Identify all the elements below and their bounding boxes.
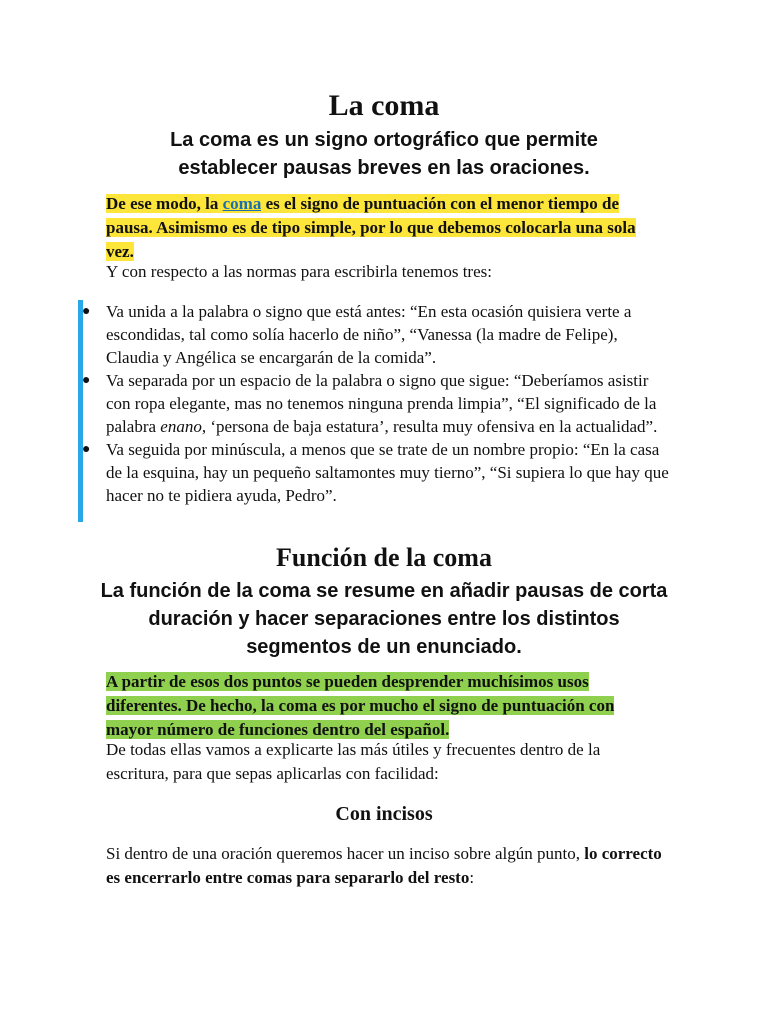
section-subtitle-funcion: La función de la coma se resume en añadir pausas de corta duración y hacer separaciones entre los distintos segmentos de un enunciado.: [100, 580, 668, 658]
paragraph-incisos: [106, 842, 662, 890]
list-item-italic-word: enano: [160, 417, 202, 436]
bullet-icon: ●: [82, 304, 91, 319]
bullet-icon: ●: [82, 442, 91, 457]
list-item-text: Va separada por un espacio de la palabra o signo que sigue: “Deberíamos asistir con ropa elegante, mas no tenemos ninguna prenda limpia”, “El significado de la palabra: [106, 371, 657, 436]
paragraph-incisos-text: Si dentro de una oración queremos hacer un inciso sobre algún punto,: [106, 844, 585, 863]
highlighted-paragraph-1: [106, 192, 662, 264]
page-title: La coma: [328, 89, 440, 122]
list-item-text: Va unida a la palabra o signo que está antes: “En esta ocasión quisiera verte a escondidas, tal como solía hacerlo de niño”, “Vanessa (la madre de Felipe), Claudia y Angélica se encargarán de la comida”.: [106, 302, 632, 367]
section-title-incisos: Con incisos: [335, 803, 433, 825]
rules-intro: Y con respecto a las normas para escribirla tenemos tres:: [106, 262, 492, 281]
coma-link[interactable]: coma: [222, 194, 262, 213]
section-title-funcion: Función de la coma: [276, 543, 492, 572]
highlight-text-after-link: es el signo de puntuación con el menor tiempo de pausa. Asimismo es de tipo simple, por lo que debemos colocarla una sola vez.: [106, 194, 636, 261]
paragraph-incisos-bold: lo correcto es encerrarlo entre comas para separarlo del resto: [106, 844, 662, 887]
bullet-icon: ●: [82, 373, 91, 388]
highlight-text-before-link: De ese modo, la: [106, 194, 223, 213]
list-item-text: Va seguida por minúscula, a menos que se trate de un nombre propio: “En la casa de la esquina, hay un pequeño saltamontes muy tierno”, “Si supiera lo que hay que hacer no te pidiera ayuda, Pedro”.: [106, 440, 669, 505]
page-subtitle: La coma es un signo ortográfico que permite establecer pausas breves en las oraciones.: [170, 129, 598, 179]
list-item: [82, 300, 672, 369]
rules-list: [82, 300, 672, 507]
paragraph-incisos-end: :: [469, 868, 475, 887]
highlight-text-green: A partir de esos dos puntos se pueden desprender muchísimos usos diferentes. De hecho, la coma es por mucho el signo de puntuación con mayor número de funciones dentro del español.: [106, 672, 615, 739]
list-item: [82, 369, 672, 438]
list-item-text-end: , ‘persona de baja estatura’, resulta muy ofensiva en la actualidad”.: [201, 417, 658, 436]
paragraph-funciones: De todas ellas vamos a explicarte las más útiles y frecuentes dentro de la escritura, para que sepas aplicarlas con facilidad:: [106, 740, 601, 783]
list-item: [82, 438, 672, 507]
highlighted-paragraph-2: [106, 670, 662, 742]
